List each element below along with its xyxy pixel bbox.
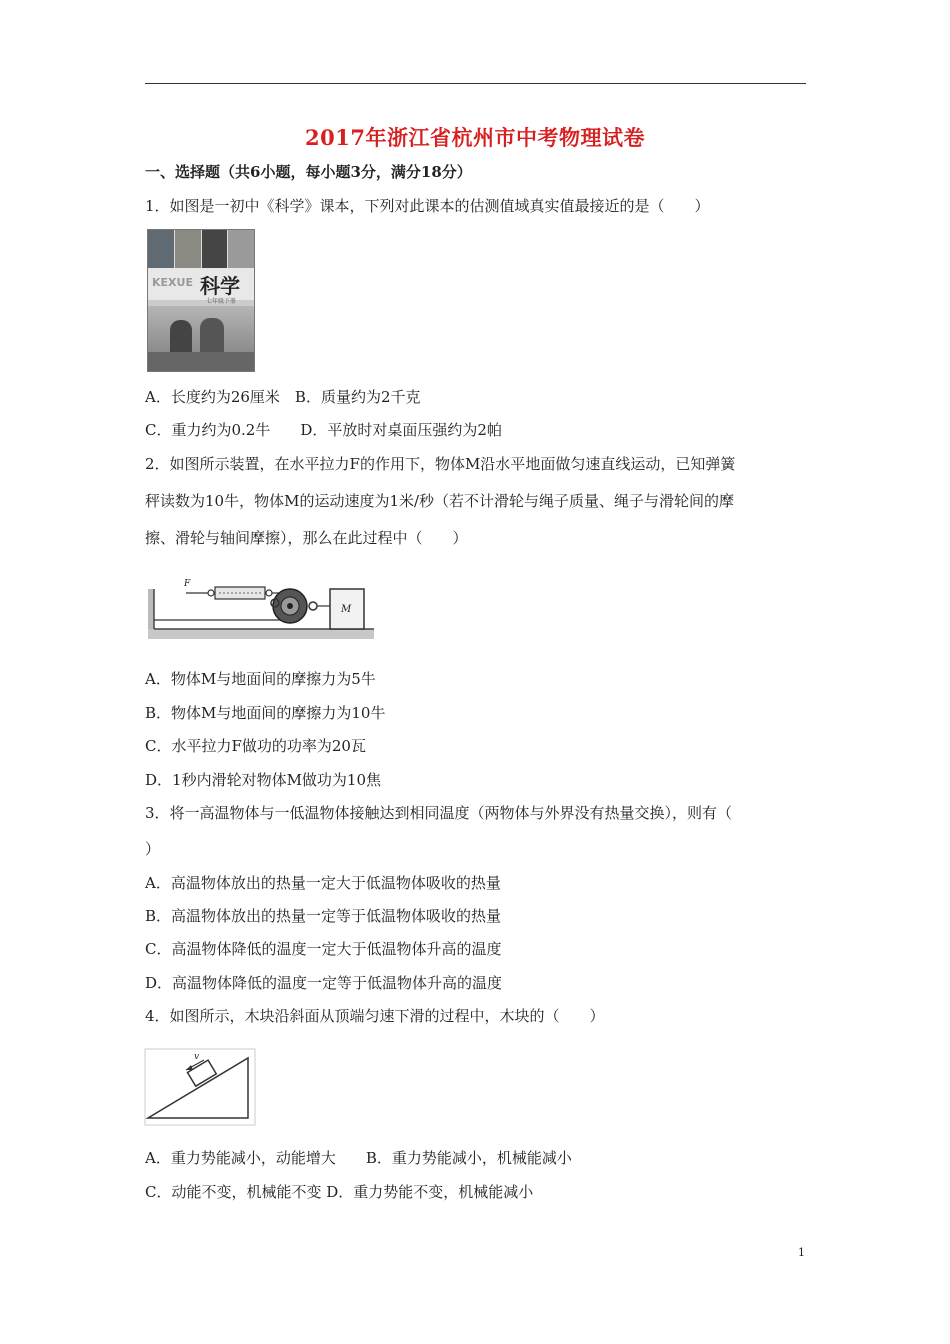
page-title: 2017年浙江省杭州市中考物理试卷 <box>305 125 645 150</box>
book-title: 科学 <box>200 274 240 298</box>
q1-options-ab: A．长度约为26厘米 B．质量约为2千克 <box>145 388 421 406</box>
q4-options-ab: A．重力势能减小，动能增大 B．重力势能减小，机械能减小 <box>145 1149 572 1167</box>
book-pinyin: KEXUE <box>152 276 193 289</box>
velocity-v-label: v <box>194 1052 200 1062</box>
page-number: 1 <box>798 1246 805 1259</box>
book-subtitle: 七年级下册 <box>206 298 237 305</box>
q4-options-cd: C．动能不变，机械能不变 D．重力势能不变，机械能减小 <box>145 1183 534 1201</box>
q2-stem-line1: 2．如图所示装置，在水平拉力F的作用下，物体M沿水平地面做匀速直线运动，已知弹簧 <box>145 455 736 473</box>
force-f-label: F <box>184 579 191 589</box>
q2-stem-line2: 秤读数为10牛，物体M的运动速度为1米/秒（若不计滑轮与绳子质量、绳子与滑轮间的摩 <box>145 492 735 510</box>
q2-option-c: C．水平拉力F做功的功率为20瓦 <box>145 737 366 755</box>
q3-option-b: B．高温物体放出的热量一定等于低温物体吸收的热量 <box>145 907 502 925</box>
textbook-cover-image <box>147 229 255 372</box>
q3-stem-line1: 3．将一高温物体与一低温物体接触达到相同温度（两物体与外界没有热量交换），则有（ <box>145 804 733 822</box>
q3-option-a: A．高温物体放出的热量一定大于低温物体吸收的热量 <box>145 874 501 892</box>
pulley-apparatus-diagram <box>148 573 376 641</box>
q2-option-d: D．1秒内滑轮对物体M做功为10焦 <box>145 771 382 789</box>
incline-block-diagram <box>144 1048 256 1126</box>
q3-option-c: C．高温物体降低的温度一定大于低温物体升高的温度 <box>145 940 502 958</box>
object-m-label: M <box>341 604 352 615</box>
section-heading: 一、选择题（共6小题，每小题3分，满分18分） <box>145 163 472 181</box>
q2-option-b: B．物体M与地面间的摩擦力为10牛 <box>145 704 386 722</box>
q3-stem-line2: ） <box>145 840 161 858</box>
q3-option-d: D．高温物体降低的温度一定等于低温物体升高的温度 <box>145 974 503 992</box>
q2-stem-line3: 擦、滑轮与轴间摩擦），那么在此过程中（ ） <box>145 529 468 547</box>
q1-options-cd: C．重力约为0.2牛 D．平放时对桌面压强约为2帕 <box>145 421 502 439</box>
q1-stem: 1．如图是一初中《科学》课本，下列对此课本的估测值域真实值最接近的是（ ） <box>145 197 710 215</box>
q2-option-a: A．物体M与地面间的摩擦力为5牛 <box>145 670 376 688</box>
q4-stem: 4．如图所示，木块沿斜面从顶端匀速下滑的过程中，木块的（ ） <box>145 1007 605 1025</box>
header-rule <box>145 83 806 84</box>
